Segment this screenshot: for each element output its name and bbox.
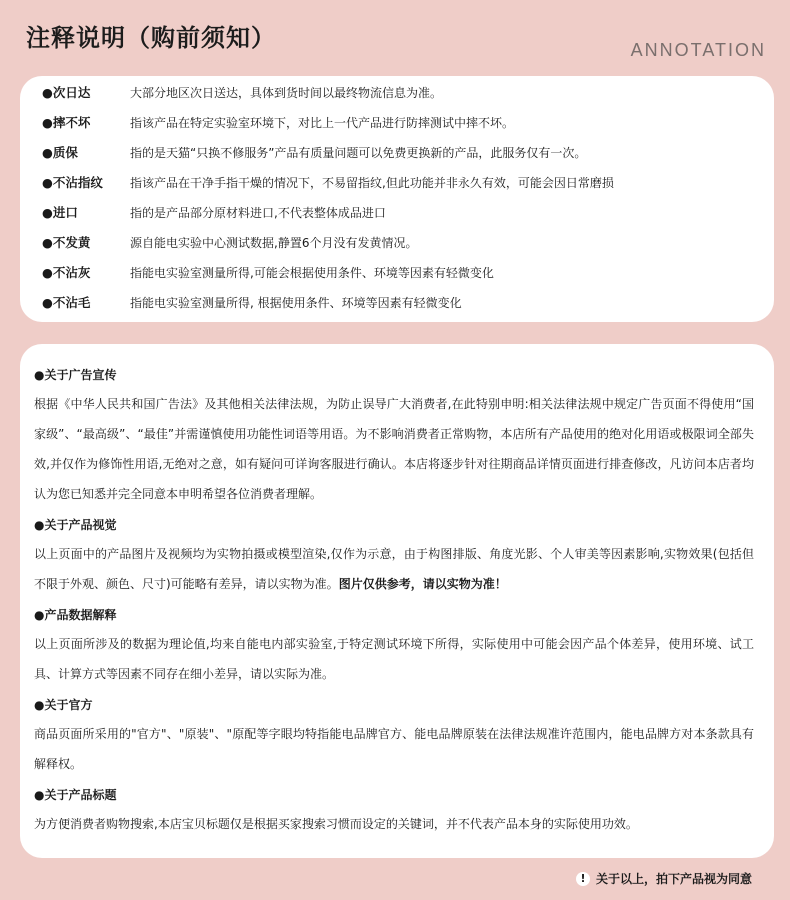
feature-row xyxy=(42,137,586,167)
paragraph-official: 商品页面所采用的"官方"、"原装"、"原配等字眼均特指能电品牌官方、能电品牌原装在法律法规准许范围内，能电品牌方对本条款具有解释权。 xyxy=(34,727,754,771)
feature-desc: 指能电实验室测量所得, 根据使用条件、环境等因素有轻微变化 xyxy=(130,295,462,310)
paragraph-ads: 根据《中华人民共和国广告法》及其他相关法律法规，为防止误导广大消费者,在此特别申明:相关法律法规中规定广告页面不得使用“国家级”、“最高级”、“最佳”并需谨慎使用功能性词语等用语。为不影响消费者正常购物，本店所有产品使用的绝对化用语或极限词全部失效,并仅作为修饰性用语,无绝对之意，如有疑问可详询客服进行确认。本店将逐步针对往期商品详情页面进行排查修改，凡访问本店者均认为您已知悉并完全同意本申明希望各位消费者理解。 xyxy=(34,397,754,501)
visual-text: 以上页面中的产品图片及视频均为实物拍摄或模型渲染,仅作为示意，由于构图排版、角度光影、个人审美等因素影响,实物效果(包括但不限于外观、颜色、尺寸)可能略有差异，请以实物为准。 xyxy=(34,547,754,591)
feature-name: ●次日达 xyxy=(42,85,91,100)
feature-row xyxy=(42,227,417,257)
annotation-label: ANNOTATION xyxy=(630,40,766,60)
feature-name: ●进口 xyxy=(42,205,78,220)
footer-text: 关于以上，拍下产品视为同意 xyxy=(595,872,752,886)
feature-row xyxy=(42,167,614,197)
feature-desc: 指能电实验室测量所得,可能会根据使用条件、环境等因素有轻微变化 xyxy=(130,265,494,280)
feature-name: ●不沾灰 xyxy=(42,265,91,280)
visual-bold-text: 图片仅供参考，请以实物为准！ xyxy=(338,577,507,591)
feature-desc: 指该产品在特定实验室环境下，对比上一代产品进行防摔测试中摔不坏。 xyxy=(130,115,515,130)
features-card xyxy=(20,76,774,322)
feature-row xyxy=(42,77,442,107)
feature-name: ●摔不坏 xyxy=(42,115,91,130)
notices-card xyxy=(20,344,774,858)
paragraph-product-title: 为方便消费者购物搜索,本店宝贝标题仅是根据买家搜索习惯而设定的关键词，并不代表产品本身的实际使用功效。 xyxy=(34,817,638,831)
exclamation-icon: ! xyxy=(576,872,590,886)
feature-name: ●不沾毛 xyxy=(42,295,91,310)
feature-desc: 大部分地区次日送达，具体到货时间以最终物流信息为准。 xyxy=(130,85,443,100)
section-title-data: ●产品数据解释 xyxy=(34,608,117,622)
feature-desc: 源自能电实验中心测试数据,静置6个月没有发黄情况。 xyxy=(130,235,418,250)
paragraph-data: 以上页面所涉及的数据为理论值,均来自能电内部实验室,于特定测试环境下所得，实际使用中可能会因产品个体差异，使用环境、试工具、计算方式等因素不同存在细小差异，请以实际为准。 xyxy=(34,637,754,681)
feature-desc: 指的是天猫“只换不修服务”产品有质量问题可以免费更换新的产品，此服务仅有一次。 xyxy=(130,145,587,160)
feature-name: ●质保 xyxy=(42,145,78,160)
feature-row xyxy=(42,197,386,227)
footer-notice xyxy=(576,870,752,887)
section-title-ads: ●关于广告宣传 xyxy=(34,368,117,382)
feature-desc: 指该产品在干净手指干燥的情况下，不易留指纹,但此功能并非永久有效，可能会因日常磨损 xyxy=(130,175,614,190)
section-title-product-title: ●关于产品标题 xyxy=(34,788,117,802)
feature-row xyxy=(42,107,514,137)
feature-row xyxy=(42,287,462,317)
feature-row xyxy=(42,257,494,287)
page-title: 注释说明（购前须知） xyxy=(26,24,276,52)
section-title-official: ●关于官方 xyxy=(34,698,93,712)
feature-name: ●不沾指纹 xyxy=(42,175,103,190)
paragraph-visual xyxy=(34,539,754,599)
feature-name: ●不发黄 xyxy=(42,235,91,250)
section-title-visual: ●关于产品视觉 xyxy=(34,518,117,532)
feature-desc: 指的是产品部分原材料进口,不代表整体成品进口 xyxy=(130,205,386,220)
